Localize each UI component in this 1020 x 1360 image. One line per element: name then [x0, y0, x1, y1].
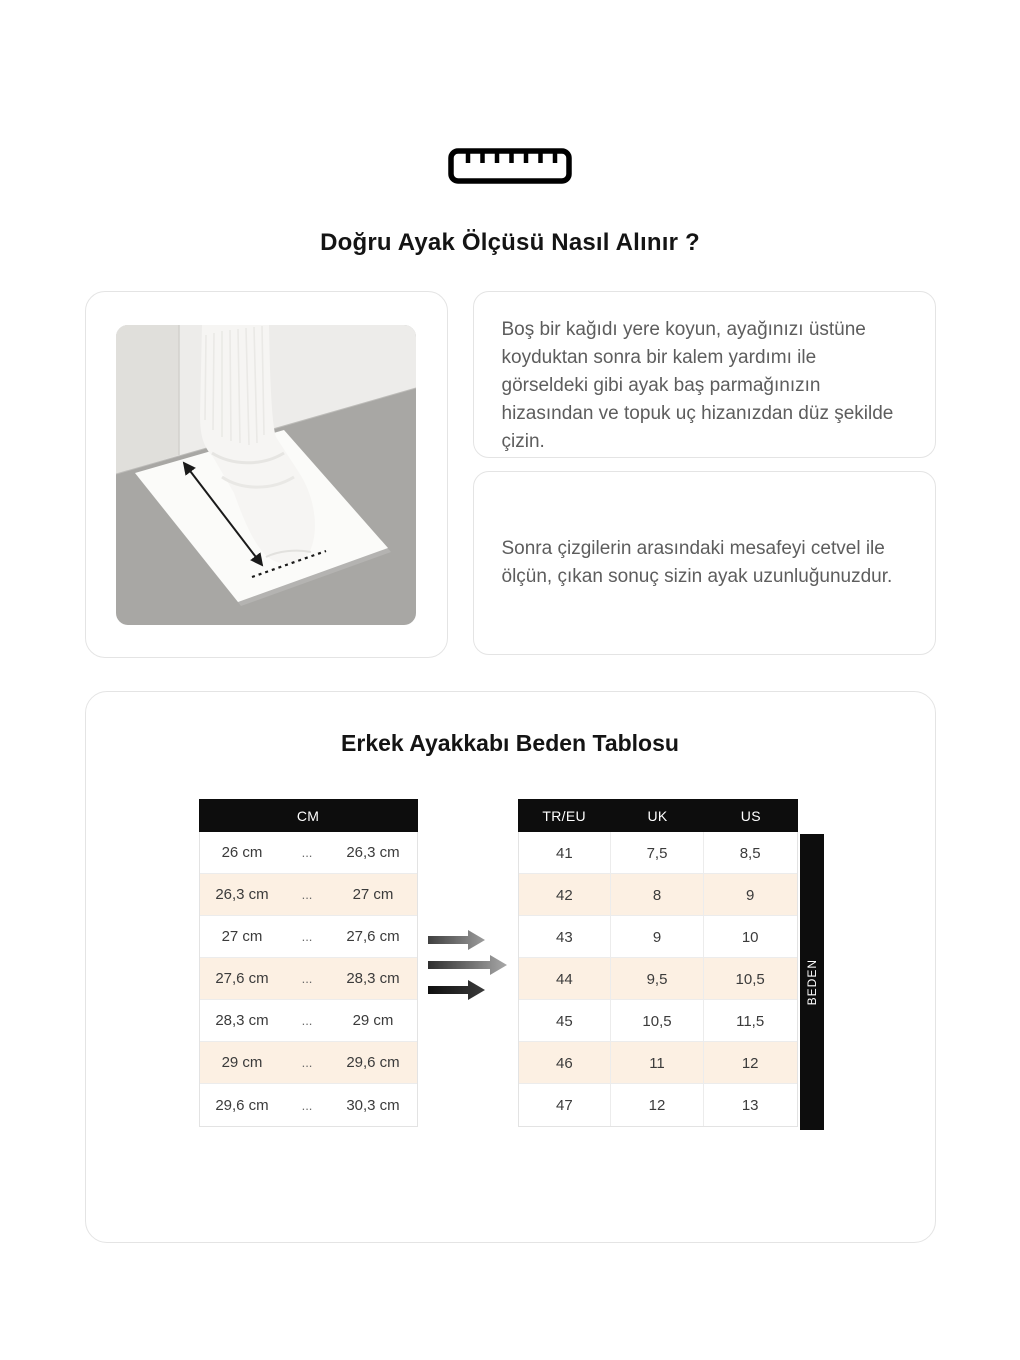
cm-table-header: CM — [199, 799, 418, 832]
us-size-value: 11,5 — [736, 1012, 765, 1030]
us-size-value: 10 — [741, 928, 759, 946]
size-tables — [86, 799, 935, 1130]
intl-size-table — [518, 799, 798, 1127]
uk-size-value: 9,5 — [611, 958, 704, 1000]
cm-table — [199, 799, 418, 1127]
intl-size-table-body — [518, 832, 798, 1127]
foot-measurement-photo — [116, 325, 416, 625]
us-size-value: 13 — [741, 1096, 759, 1114]
cm-to-value: 26,3 cm — [346, 844, 400, 861]
tr-eu-size-value: 46 — [519, 1042, 612, 1084]
us-size-value: 8,5 — [739, 844, 761, 862]
how-to-section — [85, 291, 936, 658]
cm-table-row — [200, 832, 417, 874]
cm-from-value: 27 cm — [221, 928, 263, 945]
size-table-row — [519, 832, 797, 874]
cm-from-value: 28,3 cm — [215, 1012, 269, 1029]
uk-size-value: 9 — [611, 916, 704, 958]
size-table-row — [519, 916, 797, 958]
size-chart-card — [85, 691, 936, 1243]
cm-to-value: 30,3 cm — [346, 1096, 400, 1114]
uk-size-value: 7,5 — [611, 832, 704, 874]
transfer-arrows-icon — [418, 923, 518, 1007]
uk-size-value: 11 — [611, 1042, 704, 1084]
tr-eu-size-value: 44 — [519, 958, 612, 1000]
size-chart-title: Erkek Ayakkabı Beden Tablosu — [341, 730, 679, 756]
cm-table-row — [200, 1042, 417, 1084]
cm-table-row — [200, 958, 417, 1000]
cm-table-row — [200, 874, 417, 916]
instruction-box-2 — [473, 471, 936, 655]
tr-eu-size-value: 42 — [519, 874, 612, 916]
intl-size-table-header — [518, 799, 798, 832]
range-separator: ... — [301, 845, 313, 860]
range-separator: ... — [301, 929, 313, 944]
cm-table-row — [200, 1084, 417, 1126]
tr-eu-size-value: 45 — [519, 1000, 612, 1042]
us-size-value: 9 — [745, 886, 755, 904]
range-separator: ... — [301, 1013, 313, 1028]
cm-to-value: 29,6 cm — [346, 1054, 400, 1071]
ruler-icon — [448, 148, 572, 189]
size-column-header: TR/EU — [542, 807, 586, 824]
uk-size-value: 10,5 — [611, 1000, 704, 1042]
cm-to-value: 27 cm — [352, 886, 394, 903]
cm-table-body — [199, 832, 418, 1127]
us-size-value: 10,5 — [735, 970, 765, 988]
instruction-text-1: Boş bir kağıdı yere koyun, ayağınızı üstüne koyduktan sonra bir kalem yardımı ile görseldeki gibi ayak baş parmağınızın hizasından ve topuk uç hizanızdan düz şekilde çizin. — [501, 319, 894, 452]
size-table-row — [519, 958, 797, 1000]
cm-table-row — [200, 1000, 417, 1042]
size-table-row — [519, 1042, 797, 1084]
cm-to-value: 28,3 cm — [346, 970, 400, 987]
size-column-header: US — [740, 807, 761, 824]
beden-vertical-label: BEDEN — [800, 834, 824, 1130]
cm-to-value: 29 cm — [352, 1012, 394, 1029]
cm-table-row — [200, 916, 417, 958]
page-title: Doğru Ayak Ölçüsü Nasıl Alınır ? — [320, 229, 700, 256]
cm-from-value: 29,6 cm — [215, 1096, 269, 1114]
size-guide-page — [85, 0, 936, 1243]
tr-eu-size-value: 47 — [519, 1084, 612, 1126]
range-separator: ... — [301, 971, 313, 986]
cm-to-value: 27,6 cm — [346, 928, 400, 945]
range-separator: ... — [301, 887, 313, 902]
cm-from-value: 26,3 cm — [215, 886, 269, 903]
uk-size-value: 12 — [611, 1084, 704, 1126]
size-table-row — [519, 1000, 797, 1042]
cm-from-value: 27,6 cm — [215, 970, 269, 987]
instruction-boxes — [473, 291, 936, 658]
instruction-box-1 — [473, 291, 936, 458]
uk-size-value: 8 — [611, 874, 704, 916]
tr-eu-size-value: 43 — [519, 916, 612, 958]
us-size-value: 12 — [741, 1054, 759, 1072]
size-column-header: UK — [647, 807, 668, 824]
size-table-row — [519, 874, 797, 916]
cm-from-value: 29 cm — [221, 1054, 263, 1071]
tr-eu-size-value: 41 — [519, 832, 612, 874]
size-table-row — [519, 1084, 797, 1126]
range-separator: ... — [301, 1097, 313, 1113]
cm-from-value: 26 cm — [221, 844, 263, 861]
foot-photo-card — [85, 291, 448, 658]
range-separator: ... — [301, 1055, 313, 1070]
instruction-text-2: Sonra çizgilerin arasındaki mesafeyi cetvel ile ölçün, çıkan sonuç sizin ayak uzunluğunuzdur. — [501, 538, 893, 587]
page-header — [85, 148, 936, 257]
